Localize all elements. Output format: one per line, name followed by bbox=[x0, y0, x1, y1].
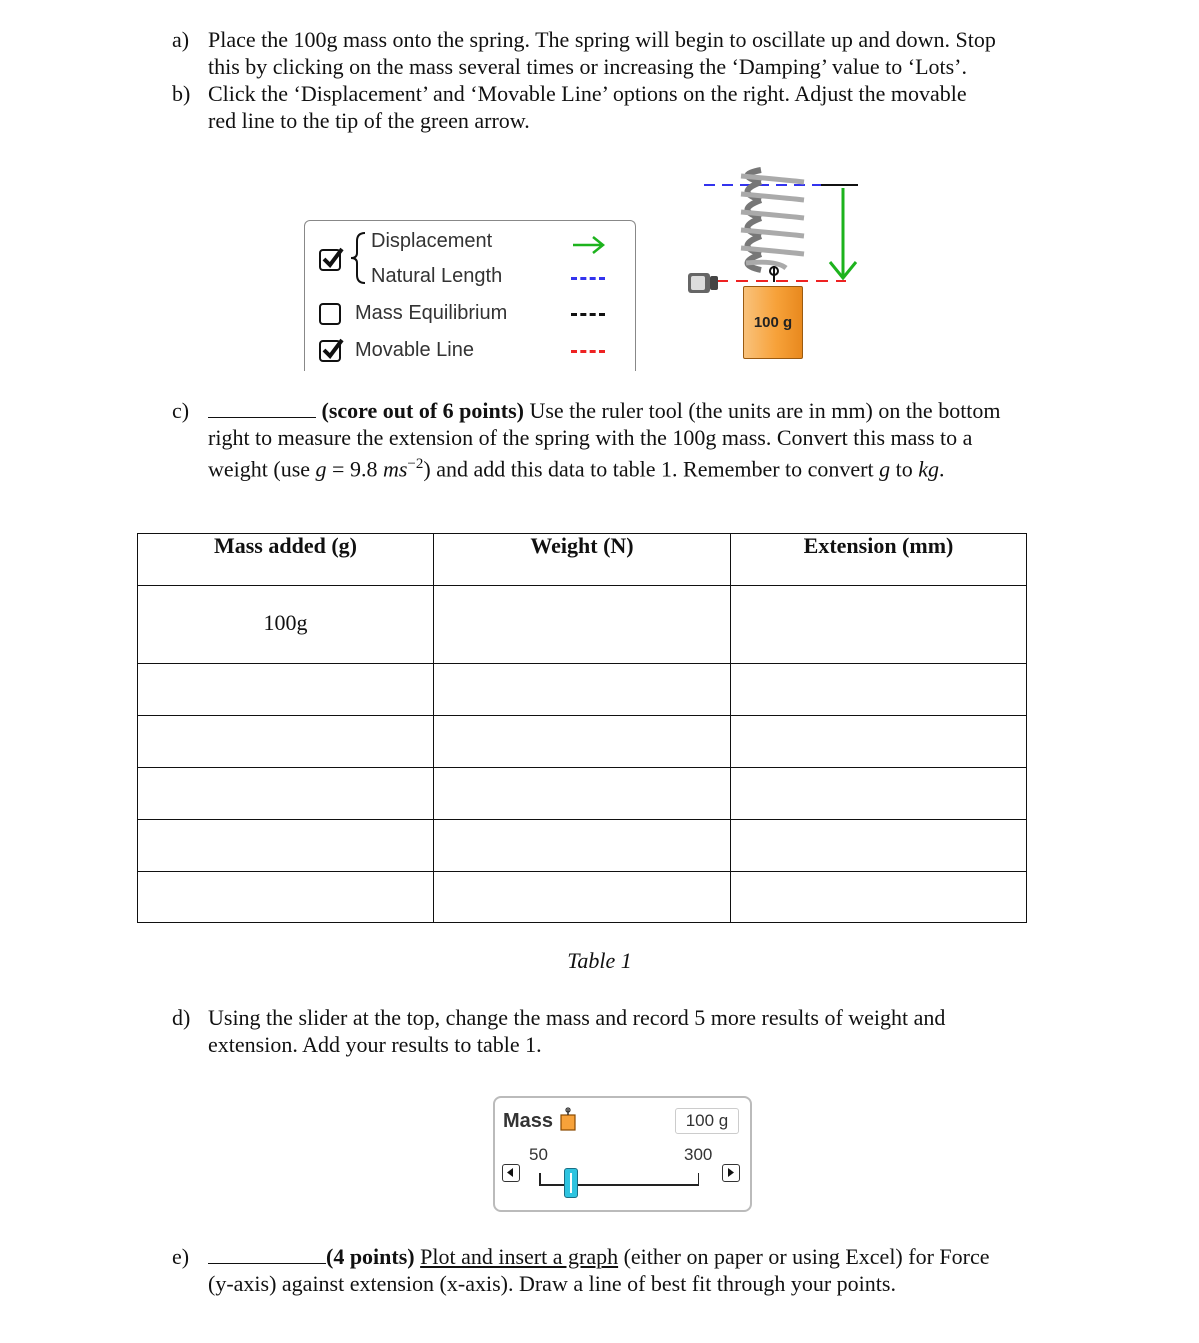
points-blank[interactable] bbox=[208, 1243, 326, 1264]
ms-exponent: −2 bbox=[407, 456, 424, 472]
table-cell[interactable] bbox=[138, 664, 434, 716]
instruction-a-line1: Place the 100g mass onto the spring. The spring will begin to oscillate up and down. Stop bbox=[208, 27, 996, 52]
instruction-e-points: (4 points) bbox=[326, 1244, 415, 1269]
instruction-e-text1: (either on paper or using Excel) for Force bbox=[618, 1244, 990, 1269]
instruction-d-line1: Using the slider at the top, change the mass and record 5 more results of weight and bbox=[208, 1005, 946, 1030]
track-tick-min bbox=[539, 1173, 541, 1185]
mass-block[interactable] bbox=[743, 286, 803, 359]
table-row bbox=[138, 664, 1027, 716]
instruction-e-label: e) bbox=[172, 1244, 190, 1269]
table-cell[interactable] bbox=[434, 586, 731, 664]
ms-unit: ms bbox=[382, 456, 408, 482]
table-cell[interactable] bbox=[434, 872, 731, 923]
header-weight-label: Weight (N) bbox=[530, 533, 634, 558]
table-cell[interactable] bbox=[434, 768, 731, 820]
thumb-grip bbox=[570, 1173, 572, 1193]
instructions-ab bbox=[172, 26, 1062, 134]
brace-icon bbox=[347, 231, 369, 285]
table-header-row bbox=[138, 534, 1027, 586]
data-table bbox=[137, 533, 1027, 923]
table-cell[interactable] bbox=[731, 664, 1027, 716]
options-panel bbox=[304, 220, 636, 371]
instruction-e-line2: (y-axis) against extension (x-axis). Draw a line of best fit through your points. bbox=[208, 1271, 896, 1296]
table-cell[interactable] bbox=[731, 820, 1027, 872]
table-cell[interactable] bbox=[138, 820, 434, 872]
table-cell[interactable] bbox=[731, 586, 1027, 664]
instruction-c-line3a: weight (use bbox=[208, 456, 316, 482]
header-extension-label: Extension (mm) bbox=[803, 533, 954, 558]
table-row bbox=[138, 586, 1027, 664]
increment-button[interactable] bbox=[722, 1164, 740, 1182]
table-cell[interactable] bbox=[138, 716, 434, 768]
displacement-checkbox[interactable] bbox=[319, 249, 341, 271]
table-cell[interactable] bbox=[138, 768, 434, 820]
table-cell[interactable] bbox=[731, 872, 1027, 923]
movable-line-checkbox[interactable] bbox=[319, 340, 341, 362]
instruction-d bbox=[172, 1004, 1062, 1058]
instruction-c-text1: Use the ruler tool (the units are in mm) on the bottom bbox=[523, 398, 1001, 423]
mass-weight-icon bbox=[559, 1107, 577, 1131]
displacement-label: Displacement bbox=[371, 230, 493, 252]
instruction-b-line1: Click the ‘Displacement’ and ‘Movable Line’ options on the right. Adjust the movable bbox=[208, 81, 967, 106]
instruction-e bbox=[172, 1243, 1067, 1297]
instruction-c-line2: right to measure the extension of the spring with the 100g mass. Convert this mass to a bbox=[208, 425, 973, 450]
table-cell[interactable] bbox=[731, 768, 1027, 820]
movable-line-sample bbox=[571, 350, 605, 353]
natural-length-label: Natural Length bbox=[371, 265, 503, 287]
mass-min-label: 50 bbox=[529, 1145, 548, 1164]
mass-equilibrium-line bbox=[571, 313, 605, 316]
checkmark-icon bbox=[320, 245, 346, 271]
header-extension bbox=[731, 534, 1027, 586]
track-tick-max bbox=[698, 1173, 700, 1185]
table-cell[interactable] bbox=[731, 716, 1027, 768]
decrement-button[interactable] bbox=[502, 1164, 520, 1182]
header-mass-label: Mass added (g) bbox=[213, 533, 357, 558]
instruction-a bbox=[172, 26, 1062, 80]
table-row bbox=[138, 716, 1027, 768]
triangle-right-icon bbox=[723, 1165, 738, 1180]
instruction-d-line2: extension. Add your results to table 1. bbox=[208, 1032, 542, 1057]
instruction-b-line2: red line to the tip of the green arrow. bbox=[208, 108, 530, 133]
mass-slider-thumb[interactable] bbox=[564, 1168, 578, 1198]
mass-title: Mass bbox=[503, 1110, 554, 1132]
g-value: = 9.8 bbox=[326, 456, 383, 482]
to-word: to bbox=[890, 456, 919, 482]
score-blank[interactable] bbox=[208, 397, 316, 418]
kg-unit: kg bbox=[918, 456, 940, 482]
instruction-a-label: a) bbox=[172, 27, 190, 52]
table-caption: Table 1 bbox=[567, 948, 632, 973]
mass-max-label: 300 bbox=[684, 1145, 713, 1164]
table-cell[interactable] bbox=[434, 716, 731, 768]
header-mass bbox=[138, 534, 434, 586]
period: . bbox=[939, 456, 945, 482]
instruction-a-line2: this by clicking on the mass several times or increasing the ‘Damping’ value to ‘Lots’. bbox=[208, 54, 968, 79]
instruction-c-line3b: ) and add this data to table 1. Remember to convert bbox=[423, 456, 880, 482]
mass-equilibrium-checkbox[interactable] bbox=[319, 303, 341, 325]
mass-equilibrium-label: Mass Equilibrium bbox=[355, 302, 508, 324]
header-weight bbox=[434, 534, 731, 586]
table-cell[interactable] bbox=[434, 664, 731, 716]
table-row bbox=[138, 820, 1027, 872]
spring-simulation bbox=[686, 160, 866, 365]
instruction-d-label: d) bbox=[172, 1005, 191, 1030]
mass-slider-track[interactable] bbox=[539, 1184, 699, 1186]
table-cell[interactable]: 100g bbox=[138, 586, 434, 664]
instruction-b bbox=[172, 80, 1062, 134]
instruction-c-label: c) bbox=[172, 398, 190, 423]
table-cell[interactable] bbox=[138, 872, 434, 923]
mass-slider-panel bbox=[493, 1096, 752, 1212]
green-arrow-icon bbox=[571, 235, 607, 255]
g-unit: g bbox=[879, 456, 891, 482]
mass-block-label: 100 g bbox=[753, 314, 793, 331]
instruction-c bbox=[172, 397, 1067, 482]
table-cell[interactable] bbox=[434, 820, 731, 872]
plot-graph-link: Plot and insert a graph bbox=[420, 1244, 619, 1269]
checkmark-icon bbox=[320, 336, 346, 362]
triangle-left-icon bbox=[503, 1165, 518, 1180]
instruction-b-label: b) bbox=[172, 81, 191, 106]
mass-value-display: 100 g bbox=[675, 1108, 739, 1134]
g-symbol: g bbox=[315, 456, 327, 482]
movable-line-label: Movable Line bbox=[355, 339, 474, 361]
instruction-c-score: (score out of 6 points) bbox=[321, 398, 524, 423]
table-row bbox=[138, 768, 1027, 820]
natural-length-line bbox=[571, 277, 605, 280]
table-row bbox=[138, 872, 1027, 923]
